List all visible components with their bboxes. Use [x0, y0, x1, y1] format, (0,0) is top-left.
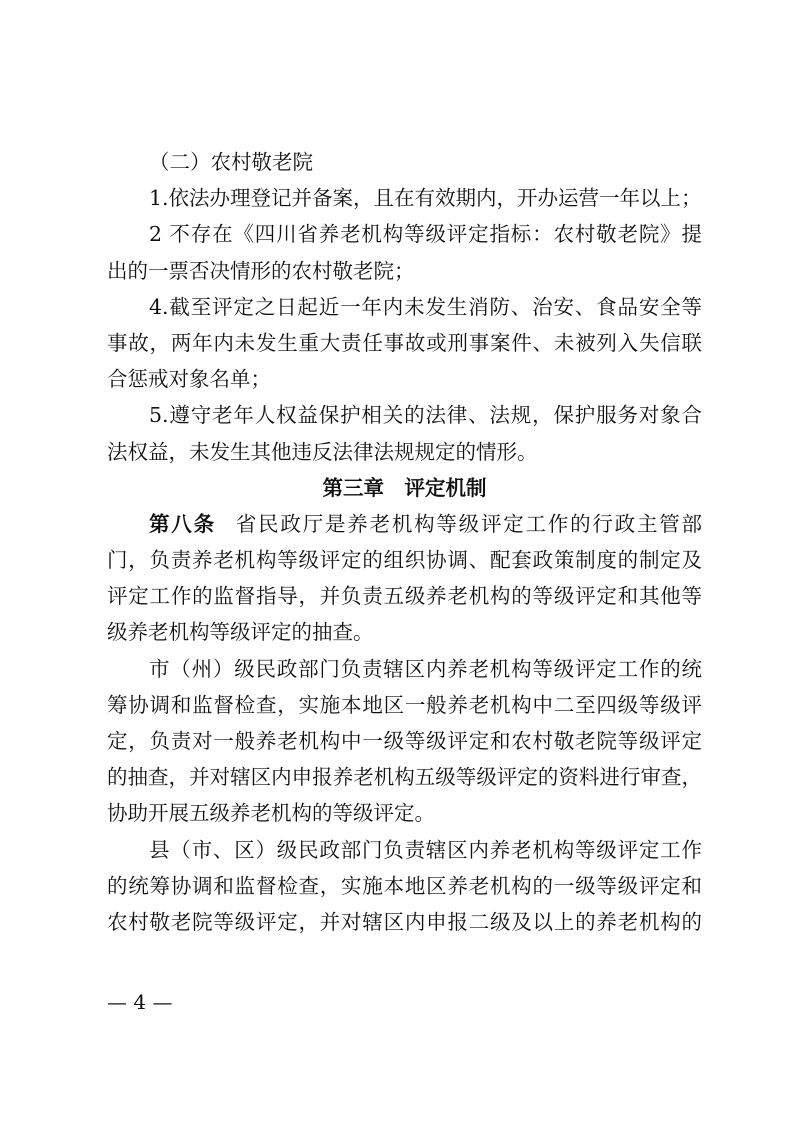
item-5-line: 法权益，未发生其他违反法律法规规定的情形。	[107, 439, 538, 464]
article-line	[107, 506, 702, 542]
item-5-line: 5.遵守老年人权益保护相关的法律、法规，保护服务对象合	[149, 403, 702, 428]
paragraph-line: 市（州）级民政部门负责辖区内养老机构等级评定工作的统	[149, 656, 702, 681]
paragraph-line: 的抽查，并对辖区内申报养老机构五级等级评定的资料进行审查，	[107, 765, 702, 790]
article-line: 门，负责养老机构等级评定的组织协调、配套政策制度的制定及	[107, 548, 702, 573]
document-body	[107, 144, 702, 940]
paragraph-line: 农村敬老院等级评定，并对辖区内申报二级及以上的养老机构的	[107, 909, 702, 934]
paragraph-line: 筹协调和监督检查，实施本地区一般养老机构中二至四级等级评	[107, 692, 702, 717]
item-4-line: 事故，两年内未发生重大责任事故或刑事案件、未被列入失信联	[107, 330, 702, 355]
item-1-line: 1.依法办理登记并备案，且在有效期内，开办运营一年以上；	[149, 186, 702, 211]
item-4-line: 合惩戒对象名单；	[107, 367, 271, 392]
page-number: — 4 —	[107, 990, 173, 1014]
item-2-line: 出的一票否决情形的农村敬老院；	[107, 258, 415, 283]
paragraph-line: 的统筹协调和监督检查，实施本地区养老机构的一级等级评定和	[107, 873, 702, 898]
article-text: 省民政厅是养老机构等级评定工作的行政主管部	[235, 511, 703, 536]
article-line: 级养老机构等级评定的抽查。	[107, 620, 374, 645]
item-2-line: 2 不存在《四川省养老机构等级评定指标：农村敬老院》提	[149, 222, 702, 247]
chapter-heading: 第三章 评定机制	[322, 475, 487, 500]
paragraph-line: 协助开展五级养老机构的等级评定。	[107, 801, 435, 826]
item-4-line: 4.截至评定之日起近一年内未发生消防、治安、食品安全等	[149, 294, 702, 319]
article-label: 第八条	[149, 511, 216, 536]
paragraph-line: 定，负责对一般养老机构中一级等级评定和农村敬老院等级评定	[107, 729, 702, 753]
section-title: （二）农村敬老院	[149, 150, 313, 174]
paragraph-line: 县（市、区）级民政部门负责辖区内养老机构等级评定工作	[149, 837, 702, 862]
article-line: 评定工作的监督指导，并负责五级养老机构的等级评定和其他等	[107, 584, 702, 609]
